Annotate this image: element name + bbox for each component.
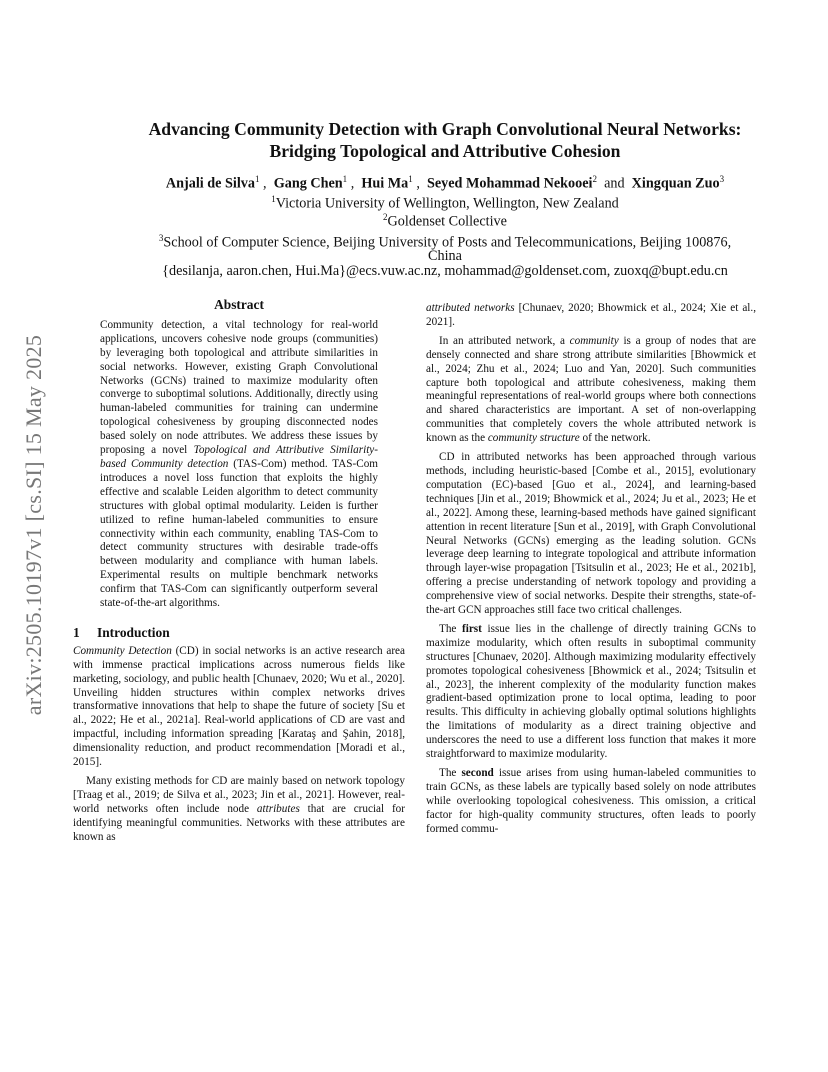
- affiliation-2: $^2$Goldenset Collective: [383, 212, 507, 230]
- author-separator: ,: [416, 175, 420, 192]
- affiliation-3: $^3$School of Computer Science, Beijing University of Posts and Telecommunications, Beijing 100876,: [158, 233, 732, 251]
- section-title: Introduction: [97, 624, 170, 640]
- affiliation-1: $^1$Victoria University of Wellington, Wellington, New Zealand: [271, 194, 619, 212]
- arxiv-sidebar: [20, 290, 48, 760]
- right-paragraph-4: The second issue arises from using human-labeled communities to train GCNs, as these labels are typically based solely on node attributes while overlooking topological cohesiveness. This omission, a critical factor for high-quality community structures, often leads to poorly formed commu-: [426, 767, 756, 835]
- author-sup: 3: [719, 174, 725, 184]
- author-sup: 2: [592, 174, 597, 184]
- author-name: Xingquan Zuo: [631, 175, 720, 192]
- right-paragraph-1: In an attributed network, a community is a group of nodes that are densely connected and share strong attribute similarities [Bhowmick et al., 2024; Zhu et al., 2024; Luo and Yan, 2020]. Such communities capture both topological and attribute cohesiveness, making them meaningful representations of real-world groups where both connections and shared characteristics are important. A set of non-overlapping communities that completely covers the whole attributed network is known as the community structure of the network.: [426, 334, 756, 445]
- right-paragraph-2: CD in attributed networks has been approached through various methods, including heuristic-based [Combe et al., 2015], evolutionary computation (EC)-based [Guo et al., 2024], and learning-based techniques [Jin et al., 2019; Bhowmick et al., 2024; Ju et al., 2023; He et al., 2022]. Among these, learning-based methods have gained significant attention in recent literature [Sun et al., 2019], with Graph Convolutional Neural Networks (GCNs) emerging as the leading solution. GCNs leverage deep learning to integrate topological and attribute information through layer-wise propagation [Tsitsulin et al., 2023; He et al., 2021b], offering a precise understanding of network topology and providing a comprehensive view of social networks. Despite their strengths, state-of-the-art GCN approaches still face two critical challenges.: [426, 451, 756, 617]
- author-name: Seyed Mohammad Nekooei: [426, 175, 593, 192]
- abstract-heading: Abstract: [214, 297, 264, 312]
- continued-paragraph: attributed networks [Chunaev, 2020; Bhowmick et al., 2024; Xie et al., 2021].: [426, 302, 756, 328]
- intro-paragraph-2: Many existing methods for CD are mainly based on network topology [Traag et al., 2019; de Silva et al., 2023; Jin et al., 2021]. However, real-world networks often include node attributes that are crucial for identifying meaningful communities. Networks with these attributes are known as: [73, 775, 405, 843]
- author-sup: 1: [255, 174, 260, 184]
- author-name: Gang Chen: [273, 175, 343, 192]
- author-sup: 1: [342, 174, 348, 184]
- author-name: Anjali de Silva: [165, 175, 255, 192]
- intro-paragraph-1: Community Detection (CD) in social networks is an active research area with immense practical implications across numerous fields like marketing, sociology, and public health [Chunaev, 2020; Wu et al., 2020]. Unveiling hidden structures within complex networks drives transformative innovations that help to shape the future of society [Su et al., 2022; He et al., 2021a]. Real-world applications of CD are vast and impactful, including information spreading [Karataş and Şahin, 2018], dimensionality reduction, and product recommendation [Moradi et al., 2015].: [73, 644, 405, 769]
- right-column: [426, 302, 756, 842]
- method-name: Topological and Attributive Similarity-based Community detection: [100, 444, 378, 470]
- author-name: Hui Ma: [361, 175, 409, 192]
- left-column: [73, 298, 405, 850]
- title-line-1: Advancing Community Detection with Graph Convolutional Neural Networks:: [148, 119, 742, 139]
- title-line-2: Bridging Topological and Attributive Cohesion: [269, 141, 621, 161]
- affiliation-3-cont: China: [428, 248, 462, 264]
- right-paragraph-3: The first issue lies in the challenge of directly training GCNs to maximize modularity, which often results in suboptimal community structures [Chunaev, 2020]. Although maximizing modularity effectively promotes topological cohesiveness [Bhowmick et al., 2024; Tsitsulin et al., 2023], the inherent complexity of the modularity function makes gradient-based optimization prone to local optima, leading to poor results. This difficulty in achieving globally optimal solutions highlights the limitations of modularity as a direct training objective and underscores the need to use a different loss function that makes it more straightforward to maximize modularity.: [426, 622, 756, 761]
- email-list: {desilanja, aaron.chen, Hui.Ma}@ecs.vuw.ac.nz, mohammad@goldenset.com, zuoxq@bupt.edu.cn: [162, 263, 728, 279]
- section-number: 1: [73, 624, 80, 640]
- arxiv-id: arXiv:2505.10197v1 [cs.SI] 15 May 2025: [21, 334, 47, 716]
- author-separator: ,: [263, 175, 267, 192]
- section-heading-introduction: [73, 626, 405, 640]
- author-sup: 1: [408, 174, 413, 184]
- paper-title: [60, 118, 828, 162]
- author-and: and: [604, 175, 625, 192]
- abstract-body: Community detection, a vital technology for real-world applications, uncovers cohesive node groups (communities) by leveraging both topological and attribute similarities in social networks. However, existing Graph Convolutional Networks (GCNs) trained to maximize modularity often converge to suboptimal solutions. Additionally, directly using human-labeled communities for training can undermine topological cohesiveness by grouping disconnected nodes based solely on node attributes. We address these issues by proposing a novel Topological and Attributive Similarity-based Community detection (TAS-Com) method. TAS-Com introduces a novel loss function that exploits the highly effective and scalable Leiden algorithm to detect community structures with global optimal modularity. Leiden is further utilized to refine human-labeled communities to ensure connectivity within each community, enabling TAS-Com to detect community structures with desirable trade-offs between modularity and compliance with human labels. Experimental results on multiple benchmark networks confirm that TAS-Com can significantly outperform several state-of-the-art algorithms.: [100, 318, 379, 610]
- author-separator: ,: [350, 175, 355, 192]
